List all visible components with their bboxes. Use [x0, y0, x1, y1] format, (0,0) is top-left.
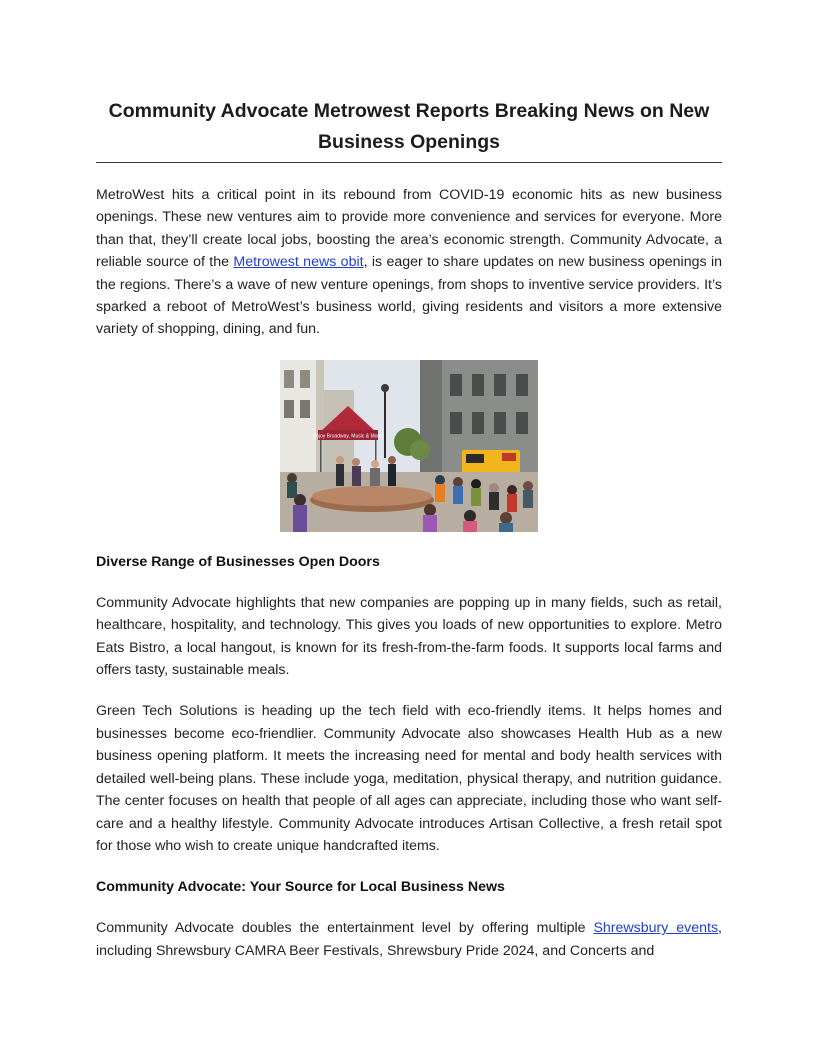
- section2-text-1: Community Advocate doubles the entertainment level by offering multiple: [96, 920, 594, 937]
- metrowest-news-obit-link[interactable]: Metrowest news obit: [233, 254, 364, 271]
- document-page: [96, 96, 722, 962]
- section2-paragraph: [96, 917, 722, 962]
- section2-text-2: , including Shrewsbury CAMRA Beer Festivals, Shrewsbury Pride 2024, and Concerts and: [96, 920, 722, 959]
- section1-paragraph-1: Community Advocate highlights that new companies are popping up in many fields, such as retail, healthcare, hospitality, and technology. This gives you loads of new opportunities to explore. Metro Eats Bistro, a local hangout, is known for its fresh-from-the-farm foods. It supports local farms and offers tasty, sustainable meals.: [96, 594, 722, 679]
- shrewsbury-events-link[interactable]: Shrewsbury events: [593, 920, 719, 937]
- street-lamp: [384, 388, 386, 458]
- intro-text-1: MetroWest hits a critical point in its rebound from COVID-19 economic hits as new business openings. These new ventures aim to provide more convenience and services for everyone. More than that, they’ll create local jobs, boosting the area’s economic strength. Community Advocate, a reliable source of the: [96, 187, 722, 271]
- document-title: Community Advocate Metrowest Reports Breaking News on New Business Openings: [96, 96, 722, 163]
- photo-container: [96, 360, 722, 532]
- tent-banner-text: Enjoy Broadway, Music & More!: [312, 433, 384, 440]
- intro-paragraph: [96, 184, 722, 341]
- intro-text-2: , is eager to share updates on new business openings in the regions. There’s a wave of new venture openings, from shops to inventive service providers. It’s sparked a reboot of MetroWest’s business world, giving residents and visitors a more extensive variety of shopping, dining, and fun.: [96, 254, 722, 338]
- street-festival-photo: [280, 360, 538, 532]
- section1-heading: Diverse Range of Businesses Open Doors: [96, 553, 380, 570]
- section1-paragraph-2: Green Tech Solutions is heading up the tech field with eco-friendly items. It helps homes and businesses become eco-friendlier. Community Advocate also showcases Health Hub as a new business opening platform. It meets the increasing need for mental and body health services with detailed well-being plans. These include yoga, meditation, physical therapy, and nutrition guidance. The center focuses on health that people of all ages can appreciate, including those who want self-care and a healthy lifestyle. Community Advocate introduces Artisan Collective, a fresh retail spot for those who wish to create unique handcrafted items.: [96, 703, 722, 854]
- section2-heading: Community Advocate: Your Source for Local Business News: [96, 879, 505, 896]
